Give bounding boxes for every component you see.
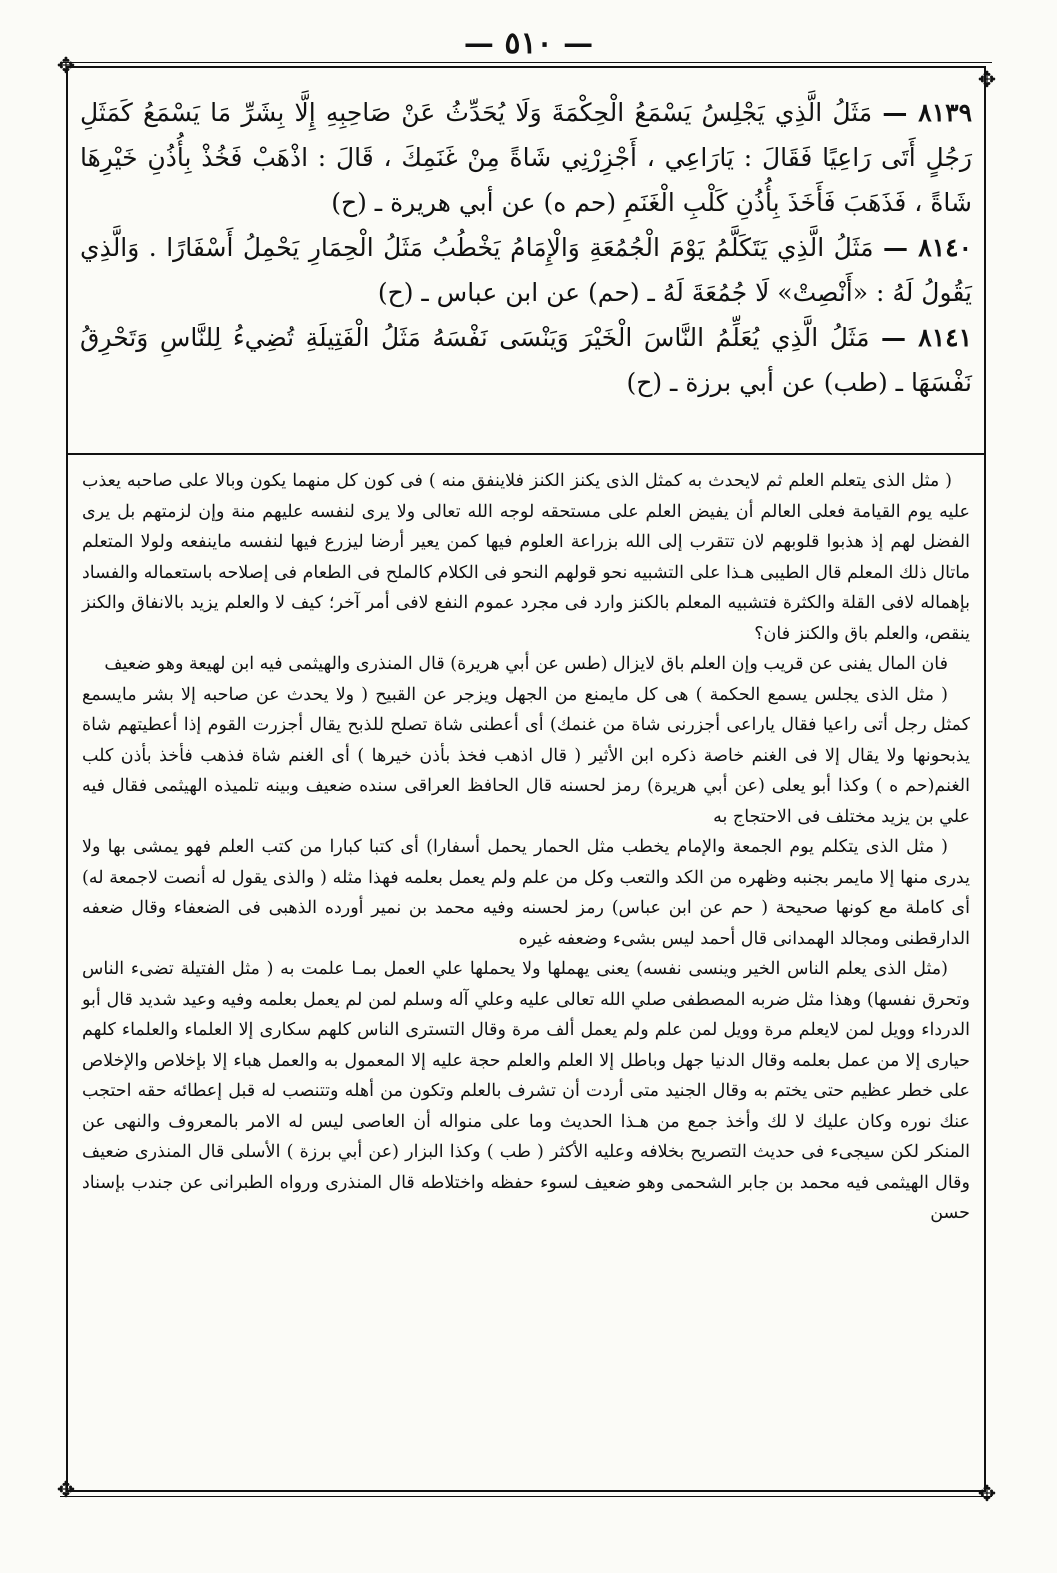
section-divider (66, 453, 986, 455)
hadith-8141 (80, 315, 972, 405)
corner-ornament-top-right: ✥ (977, 68, 997, 93)
frame-top-line (60, 62, 992, 63)
hadith-text: مَثَلُ الَّذِي يَجْلِسُ يَسْمَعُ الْحِكْمَةَ وَلَا يُحَدِّثُ عَنْ صَاحِبِهِ إِلَّا بِشَرِّ مَا يَسْمَعُ كَمَثَلِ رَجُلٍ أَتَى رَاعِيًا فَقَالَ : يَارَاعِي ، أَجْزِرْنِي شَاةً مِنْ غَنَمِكَ ، قَالَ : اذْهَبْ فَخُذْ بِأُذُنِ خَيْرِهَا شَاةً ، فَذَهَبَ فَأَخَذَ بِأُذُنِ كَلْبِ الْغَنَمِ (حم ه) عن أبي هريرة ـ (ح) (80, 98, 972, 217)
hadith-number: ٨١٣٩ — (882, 98, 972, 127)
corner-ornament-top-left: ✥ (56, 54, 76, 79)
hadith-block (66, 90, 986, 405)
commentary-paragraph: ( مثل الذى يتكلم يوم الجمعة والإمام يخطب مثل الحمار يحمل أسفارا) أى كتبا كبارا من كتب العلم فهو يمشى بها ولا يدرى منها إلا مايمر بجنبه وظهره من الكد والتعب وكل من علم ولم يعمل بعلمه فهذا مثله ( والذى يقول له أنصت لاجمعة له) أى كاملة مع كونها صحيحة ( حم عن ابن عباس) رمز لحسنه وفيه محمد بن نمير أورده الذهبى فى الضعفاء وقال ضعفه الدارقطنى ومجالد الهمدانى قال أحمد ليس بشىء وضعفه غيره (82, 837, 970, 949)
hadith-8139 (80, 90, 972, 225)
commentary-paragraph: ( مثل الذى يتعلم العلم ثم لايحدث به كمثل الذى يكنز الكنز فلاينفق منه ) فى كون كل منهما يكون وبالا على صاحبه يعذب عليه يوم القيامة فعلى العالم أن يفيض العلم على مستحقه لوجه الله تعالى ولا يرى لنفسه عليهم منة وإن لزمتهم بل يرى الفضل لهم إذ هذبوا قلوبهم لان تتقرب إلى الله بزراعة العلوم فيها كمن يعير أرضا ليزرع فيها لنفسه ماينفعه ولولا المتعلم ماتال ذلك المعلم قال الطيبى هـذا على التشبيه نحو قولهم النحو فى الكلام كالملح فى الطعام فى إصلاحه باستعماله والفساد بإهماله لافى القلة والكثرة فتشبيه المعلم بالكنز وارد فى مجرد عموم النفع لافى أمر آخر؛ كيف لا والعلم يزيد بالانفاق والكنز ينقص، والعلم باق والكنز فان؟ (82, 471, 970, 644)
frame-bottom-line (60, 1496, 992, 1497)
commentary-paragraph: ( مثل الذى يجلس يسمع الحكمة ) هى كل مايمنع من الجهل ويزجر عن القبيح ( ولا يحدث عن صاحبه إلا بشر مايسمع كمثل رجل أتى راعيا فقال ياراعى أجزرنى شاة من غنمك) أى أعطنى شاة تصلح للذبح يقال أجزرت القوم إذا أعطيتهم شاة يذبحونها ولا يقال إلا فى الغنم خاصة ذكره ابن الأثير ( قال اذهب فخذ بأذن خيرها ) أى الغنم شاة فذهب فأخذ بأذن كلب الغنم(حم ه ) وكذا أبو يعلى (عن أبي هريرة) رمز لحسنه قال الحافظ العراقى سنده ضعيف وبينه تلميذه الهيثمى فقال فيه علي بن يزيد مختلف فى الاحتجاج به (82, 684, 970, 827)
commentary-paragraph: فان المال يفنى عن قريب وإن العلم باق لايزال (طس عن أبي هريرة) قال المنذرى والهيثمى فيه ابن لهيعة وهو ضعيف (104, 654, 948, 674)
hadith-number: ٨١٤١ — (881, 323, 972, 352)
corner-ornament-bottom-left: ✥ (56, 1478, 76, 1503)
corner-ornament-bottom-right: ✥ (977, 1482, 997, 1507)
page-number: — ٥١٠ — (463, 26, 594, 61)
hadith-text: مَثَلُ الَّذِي يَتَكَلَّمُ يَوْمَ الْجُمُعَةِ وَالْإِمَامُ يَخْطُبُ مَثَلُ الْحِمَارِ يَحْمِلُ أَسْفَارًا . وَالَّذِي يَقُولُ لَهُ : «أَنْصِتْ» لَا جُمُعَةَ لَهُ ـ (حم) عن ابن عباس ـ (ح) (80, 233, 972, 307)
hadith-text: مَثَلُ الَّذِي يُعَلِّمُ النَّاسَ الْخَيْرَ وَيَنْسَى نَفْسَهُ مَثَلُ الْفَتِيلَةِ تُضِيءُ لِلنَّاسِ وَتَحْرِقُ نَفْسَهَا ـ (طب) عن أبي برزة ـ (ح) (80, 323, 972, 397)
commentary-block (66, 466, 986, 1229)
commentary-paragraph: (مثل الذى يعلم الناس الخير وينسى نفسه) يعنى يهملها ولا يحملها علي العمل بمـا علمت به ( مثل الفتيلة تضىء الناس وتحرق نفسها) وهذا مثل ضربه المصطفى صلي الله تعالى عليه وعلي آله وسلم لمن لم يعمل بعلمه وفيه وعيد شديد قال أبو الدرداء وويل لمن لايعلم مرة وويل لمن علم ولم يعمل ألف مرة وقال التسترى الناس كلهم سكارى إلا العلماء والعلماء كلهم حيارى إلا من عمل بعلمه وقال الدنيا جهل وباطل إلا العلم والعلم حجة عليه إلا المعمول به والعمل هباء إلا بإخلاص والإخلاص على خطر عظيم حتى يختم به وقال الجنيد متى أردت أن تشرف بالعلم وتكون من أهله وتتنصب له قبل إعطائه حقه احتجب عنك نوره وكان عليك لا لك وأخذ جمع من هـذا الحديث وما على منواله أن العاصى ليس له الامر بالمعروف والنهى عن المنكر لكن سيجىء فى حديث التصريح بخلافه وعليه الأكثر ( طب ) وكذا البزار (عن أبي برزة ) الأسلى قال المنذرى ضعيف وقال الهيثمى فيه محمد بن جابر الشحمى وهو ضعيف لسوء حفظه واختلاطه قال المنذرى ورواه الطبرانى عن جندب بإسناد حسن (82, 959, 970, 1223)
hadith-number: ٨١٤٠ — (883, 233, 972, 262)
hadith-8140 (80, 225, 972, 315)
